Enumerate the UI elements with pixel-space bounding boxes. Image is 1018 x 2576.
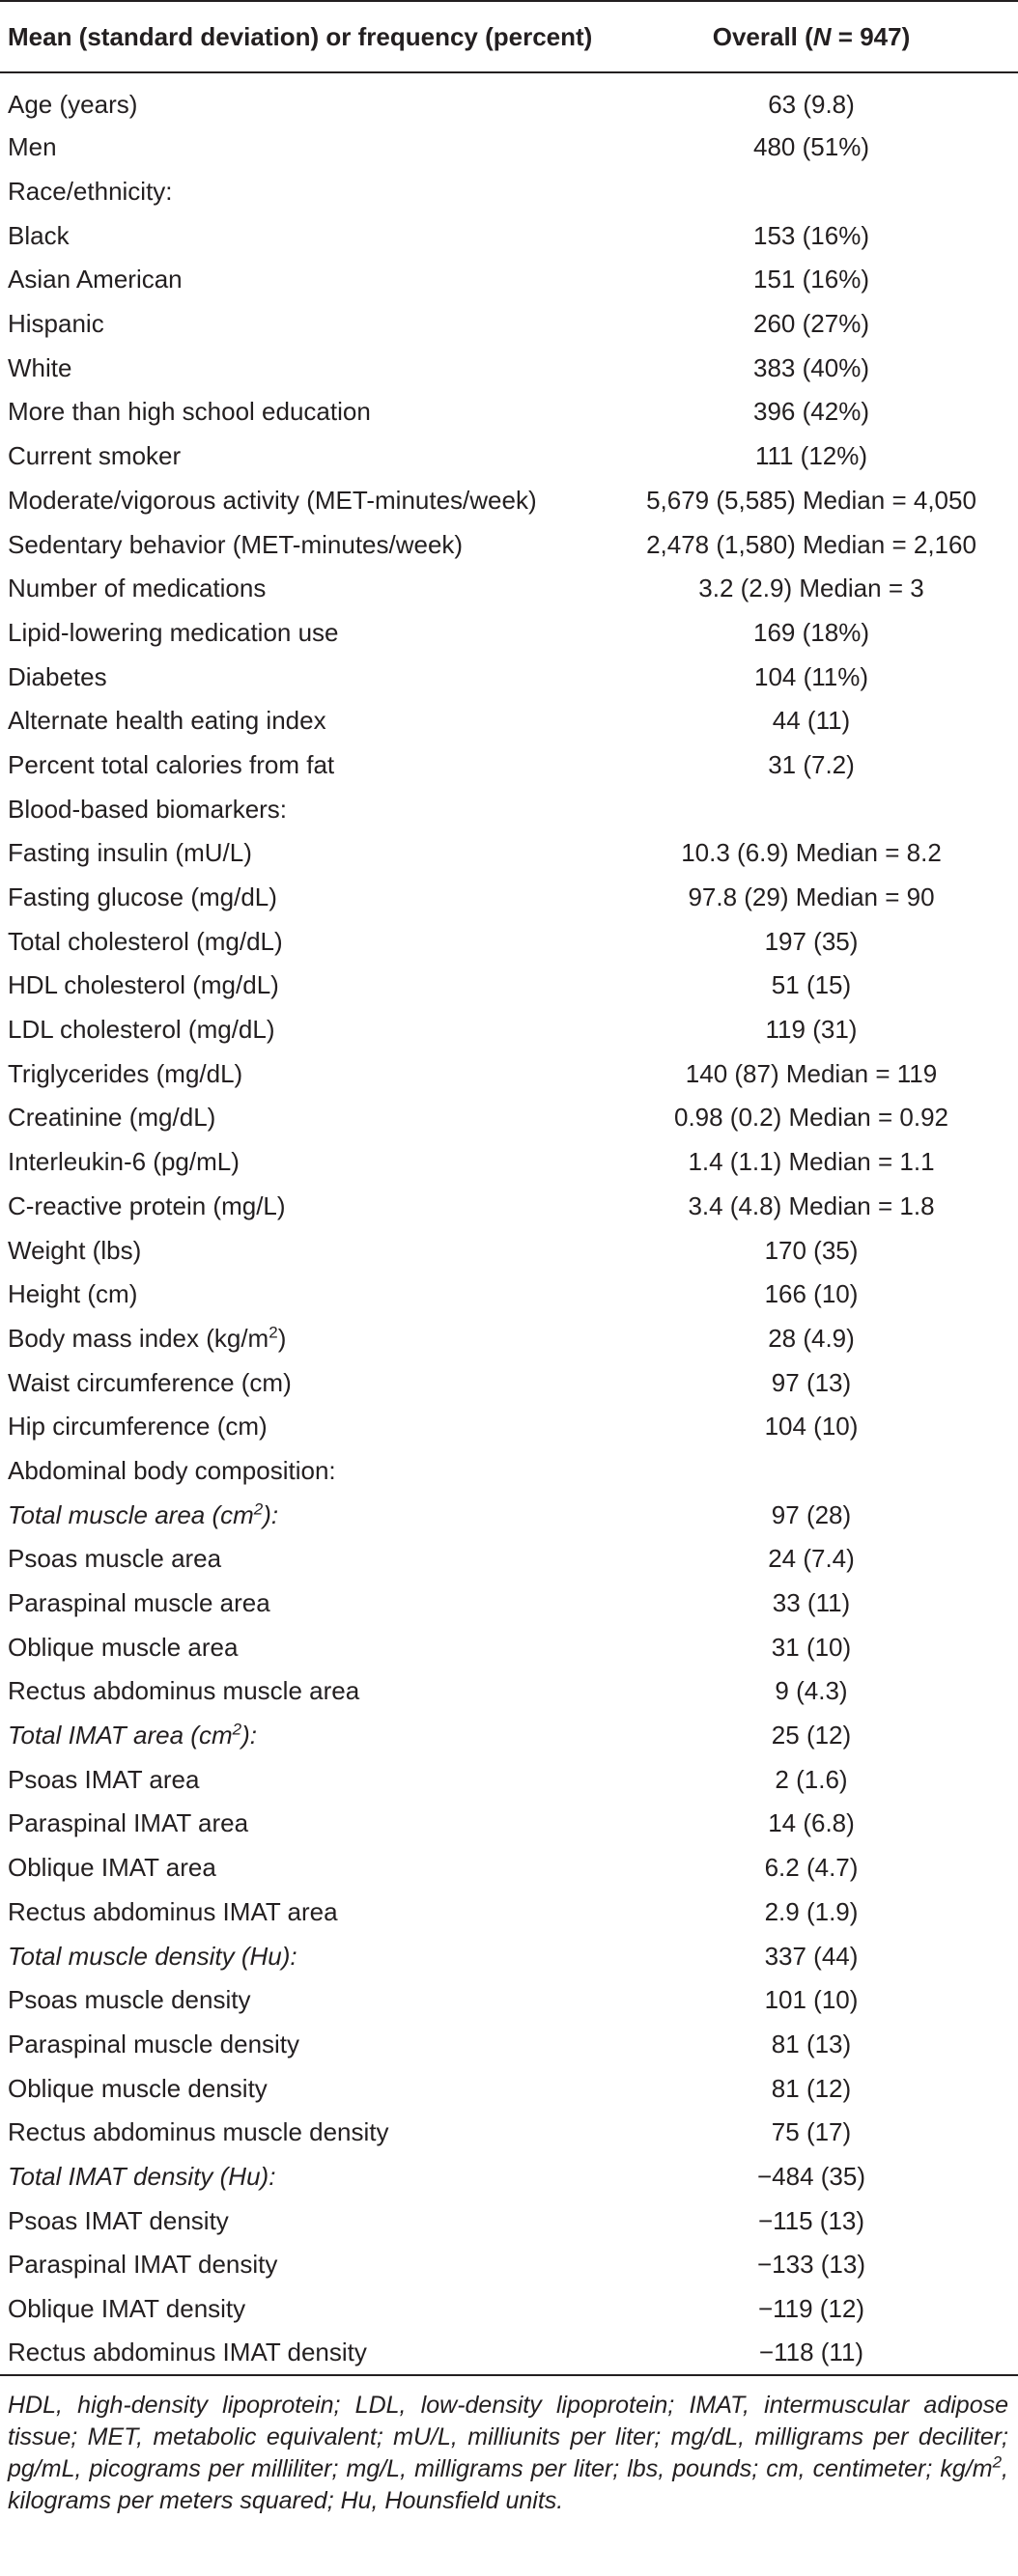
row-value: 337 (44) <box>764 1941 859 1971</box>
row-value: 396 (42%) <box>753 397 869 427</box>
row-label-text: More than high school education <box>8 397 371 427</box>
row-label-text: Psoas muscle density <box>8 1985 251 2015</box>
table-row <box>0 2066 1018 2111</box>
row-label-text: Oblique IMAT area <box>8 1853 216 1883</box>
row-label <box>0 1051 605 1096</box>
table-row <box>0 479 1018 523</box>
row-value: −484 (35) <box>756 2161 866 2191</box>
row-label-text: Interleukin-6 (pg/mL) <box>8 1147 240 1177</box>
row-value: 480 (51%) <box>753 132 869 162</box>
table-row <box>0 126 1018 170</box>
row-value: 140 (87) Median = 119 <box>685 1058 938 1088</box>
row-value: 101 (10) <box>764 1985 859 2015</box>
row-label-text: Paraspinal IMAT density <box>8 2250 278 2280</box>
table-row <box>0 1273 1018 1317</box>
column-header-overall <box>605 1 1018 72</box>
row-value: 166 (10) <box>764 1279 859 1309</box>
table-row <box>0 1625 1018 1669</box>
row-value: −115 (13) <box>757 2205 865 2235</box>
row-label-text: Asian American <box>8 265 183 294</box>
row-value: 119 (31) <box>765 1015 858 1045</box>
table-row <box>0 1185 1018 1229</box>
row-label-text: Oblique muscle density <box>8 2073 268 2103</box>
table-row <box>0 876 1018 920</box>
row-value: 170 (35) <box>764 1235 859 1265</box>
table-row <box>0 1846 1018 1890</box>
row-value: 5,679 (5,585) Median = 4,050 <box>646 485 976 515</box>
row-label-text: Psoas muscle area <box>8 1544 222 1574</box>
table-row <box>0 831 1018 876</box>
row-label-superscript: 2 <box>269 1323 278 1342</box>
row-value: 97.8 (29) Median = 90 <box>688 882 935 912</box>
row-value: 97 (28) <box>771 1499 852 1529</box>
row-label <box>0 434 605 479</box>
row-label-text: Waist circumference (cm) <box>8 1367 292 1397</box>
row-value: 6.2 (4.7) <box>764 1853 859 1883</box>
table-row <box>0 1757 1018 1802</box>
row-label-text: Abdominal body composition: <box>8 1455 336 1485</box>
row-label <box>0 1802 605 1846</box>
table-row <box>0 522 1018 567</box>
column-header-overall-suffix: = 947) <box>831 21 911 51</box>
table-row <box>0 655 1018 699</box>
row-label <box>0 2243 605 2287</box>
table-row <box>0 1140 1018 1185</box>
row-label-text: Fasting insulin (mU/L) <box>8 838 252 868</box>
row-value: 1.4 (1.1) Median = 1.1 <box>688 1147 935 1177</box>
row-label <box>0 567 605 611</box>
row-label-text: Race/ethnicity: <box>8 177 173 207</box>
table-row <box>0 1360 1018 1405</box>
table-row <box>0 1582 1018 1626</box>
row-value: 31 (7.2) <box>768 749 855 779</box>
row-label-text: Total muscle density (Hu): <box>8 1941 297 1971</box>
row-label <box>0 2287 605 2332</box>
row-label-text: Rectus abdominus muscle density <box>8 2117 389 2147</box>
row-label <box>0 1008 605 1052</box>
row-label-superscript: 2 <box>232 1720 242 1739</box>
row-label <box>0 1934 605 1978</box>
table-row <box>0 1669 1018 1714</box>
row-value <box>605 170 1018 214</box>
table-row <box>0 1714 1018 1758</box>
table-row <box>0 1934 1018 1978</box>
table-row <box>0 1449 1018 1494</box>
table-row <box>0 258 1018 302</box>
column-header-variable: Mean (standard deviation) or frequency (percent) <box>8 21 593 51</box>
row-label-text: Age (years) <box>8 89 138 119</box>
row-label-text: C-reactive protein (mg/L) <box>8 1190 286 1220</box>
row-value: 197 (35) <box>764 926 859 956</box>
row-value <box>605 787 1018 831</box>
row-label-text: Psoas IMAT area <box>8 1764 200 1794</box>
row-label <box>0 258 605 302</box>
row-label <box>0 213 605 258</box>
table-row <box>0 434 1018 479</box>
row-label-text: Percent total calories from fat <box>8 749 335 779</box>
row-value: 3.2 (2.9) Median = 3 <box>698 574 924 603</box>
table-row <box>0 2198 1018 2243</box>
row-value: 75 (17) <box>771 2117 852 2147</box>
row-label-end: ): <box>263 1499 279 1529</box>
table-row <box>0 390 1018 434</box>
table-row <box>0 1978 1018 2023</box>
row-label-superscript: 2 <box>253 1499 264 1518</box>
row-label <box>0 2066 605 2111</box>
row-value: 2 (1.6) <box>775 1764 848 1794</box>
row-label <box>0 1537 605 1582</box>
row-label <box>0 1317 605 1361</box>
row-label <box>0 2023 605 2067</box>
row-value: 10.3 (6.9) Median = 8.2 <box>681 838 942 868</box>
row-label-text: Blood-based biomarkers: <box>8 794 288 824</box>
row-value: 44 (11) <box>772 706 851 736</box>
row-label <box>0 479 605 523</box>
row-label-text: Number of medications <box>8 574 267 603</box>
row-label-text: Current smoker <box>8 441 182 471</box>
column-header-overall-prefix: Overall ( <box>712 21 813 51</box>
row-label <box>0 611 605 656</box>
row-label <box>0 743 605 788</box>
row-value: 0.98 (0.2) Median = 0.92 <box>673 1103 949 1133</box>
row-value: 3.4 (4.8) Median = 1.8 <box>688 1190 935 1220</box>
row-label-end: ): <box>241 1721 257 1750</box>
table-row <box>0 2023 1018 2067</box>
row-label-text: Hispanic <box>8 309 104 339</box>
row-label-text: Moderate/vigorous activity (MET-minutes/week) <box>8 485 537 515</box>
table-row <box>0 1537 1018 1582</box>
row-value: 169 (18%) <box>753 617 869 647</box>
row-label <box>0 522 605 567</box>
row-label-text: Weight (lbs) <box>8 1235 142 1265</box>
row-label-text: Paraspinal IMAT area <box>8 1808 249 1838</box>
row-label <box>0 787 605 831</box>
row-label-text: LDL cholesterol (mg/dL) <box>8 1015 275 1045</box>
row-label <box>0 1714 605 1758</box>
table-row <box>0 611 1018 656</box>
row-value <box>605 1449 1018 1494</box>
table-row <box>0 2111 1018 2155</box>
row-label-text: Height (cm) <box>8 1279 138 1309</box>
row-label <box>0 346 605 390</box>
row-value: −133 (13) <box>756 2250 866 2280</box>
row-value: 81 (13) <box>771 2029 852 2058</box>
row-value: 63 (9.8) <box>768 89 855 119</box>
row-label-text: Creatinine (mg/dL) <box>8 1103 216 1133</box>
footnote-text-end: , kilograms per meters squared; Hu, Hounsfield units. <box>8 2455 1008 2515</box>
table-row <box>0 302 1018 347</box>
table-row <box>0 964 1018 1008</box>
footnote-superscript: 2 <box>992 2452 1003 2472</box>
table-row <box>0 170 1018 214</box>
row-label <box>0 390 605 434</box>
row-label <box>0 126 605 170</box>
row-value: 51 (15) <box>771 970 852 1000</box>
row-label <box>0 1360 605 1405</box>
row-label-text: Rectus abdominus IMAT area <box>8 1896 338 1926</box>
row-value: 153 (16%) <box>753 220 869 250</box>
row-value: 2,478 (1,580) Median = 2,160 <box>646 529 976 559</box>
row-label-text: HDL cholesterol (mg/dL) <box>8 970 279 1000</box>
row-label <box>0 655 605 699</box>
row-value: 97 (13) <box>771 1367 852 1397</box>
row-value: 14 (6.8) <box>768 1808 855 1838</box>
row-label <box>0 1890 605 1935</box>
table-row <box>0 2331 1018 2375</box>
row-value: 31 (10) <box>771 1632 852 1662</box>
row-value: 104 (10) <box>764 1412 859 1442</box>
row-label-text: Black <box>8 220 70 250</box>
row-label-text: Triglycerides (mg/dL) <box>8 1058 243 1088</box>
row-value: 104 (11%) <box>753 661 869 691</box>
row-label-text: Paraspinal muscle area <box>8 1588 270 1618</box>
row-label-text: Alternate health eating index <box>8 706 326 736</box>
row-value: 25 (12) <box>771 1721 852 1750</box>
table-row <box>0 1890 1018 1935</box>
table-row <box>0 699 1018 743</box>
table-body <box>0 72 1018 2375</box>
table-row <box>0 1228 1018 1273</box>
row-label <box>0 964 605 1008</box>
row-value: 9 (4.3) <box>775 1676 848 1706</box>
column-header-overall-n: N <box>812 21 832 51</box>
row-value: 2.9 (1.9) <box>764 1896 859 1926</box>
row-label-text: Paraspinal muscle density <box>8 2029 300 2058</box>
table-footnote <box>0 2376 1018 2517</box>
row-label <box>0 1669 605 1714</box>
row-label <box>0 1140 605 1185</box>
row-value: 260 (27%) <box>753 309 869 339</box>
table-row <box>0 743 1018 788</box>
row-label <box>0 2331 605 2375</box>
row-label <box>0 1493 605 1537</box>
row-label <box>0 2155 605 2199</box>
table-row <box>0 213 1018 258</box>
row-label <box>0 1228 605 1273</box>
row-label <box>0 1846 605 1890</box>
row-value: −119 (12) <box>757 2294 865 2324</box>
table-row <box>0 1008 1018 1052</box>
row-label <box>0 1096 605 1140</box>
row-label <box>0 302 605 347</box>
row-label <box>0 1405 605 1449</box>
row-value: 383 (40%) <box>753 352 869 382</box>
row-label-text: Lipid-lowering medication use <box>8 617 339 647</box>
row-label <box>0 2111 605 2155</box>
footnote-text-start: HDL, high-density lipoprotein; LDL, low-density lipoprotein; IMAT, intermuscular adipose tissue; MET, metabolic equivalent; mU/L, milliunits per liter; mg/dL, milligrams per deciliter; pg/mL, picograms per milliliter; mg/L, milligrams per liter; lbs, pounds; cm, centimeter; kg/m <box>8 2392 1008 2483</box>
row-label <box>0 170 605 214</box>
row-label-text: Hip circumference (cm) <box>8 1412 268 1442</box>
row-label-text: Body mass index (kg/m <box>8 1323 269 1353</box>
table-row <box>0 1317 1018 1361</box>
row-value: −118 (11) <box>605 2331 1018 2375</box>
row-label-text: Sedentary behavior (MET-minutes/week) <box>8 529 464 559</box>
table-row <box>0 2287 1018 2332</box>
table-row <box>0 1096 1018 1140</box>
row-label-text: Total IMAT area (cm <box>8 1721 233 1750</box>
row-label-text: Total cholesterol (mg/dL) <box>8 926 283 956</box>
row-value: 151 (16%) <box>753 265 869 294</box>
row-label <box>0 1582 605 1626</box>
row-label-text: Fasting glucose (mg/dL) <box>8 882 277 912</box>
row-label-text: Oblique muscle area <box>8 1632 239 1662</box>
table-row <box>0 2243 1018 2287</box>
row-value: 28 (4.9) <box>768 1323 855 1353</box>
row-label <box>0 1757 605 1802</box>
row-label-end: ) <box>277 1323 287 1353</box>
table-row <box>0 787 1018 831</box>
row-label-text: Diabetes <box>8 661 107 691</box>
table-row <box>0 567 1018 611</box>
row-label-text: Total IMAT density (Hu): <box>8 2161 276 2191</box>
row-label <box>0 72 605 126</box>
row-label-text: Men <box>8 132 57 162</box>
row-label-text: White <box>8 352 72 382</box>
row-label <box>0 1978 605 2023</box>
row-label <box>0 876 605 920</box>
row-label-text: Psoas IMAT density <box>8 2205 229 2235</box>
table-row <box>0 1493 1018 1537</box>
table-row <box>0 1405 1018 1449</box>
table-row <box>0 346 1018 390</box>
row-label <box>0 919 605 964</box>
table-row <box>0 1051 1018 1096</box>
row-label <box>0 1449 605 1494</box>
row-label <box>0 1273 605 1317</box>
table-row <box>0 919 1018 964</box>
row-label-text: Total muscle area (cm <box>8 1499 254 1529</box>
row-label-text: Rectus abdominus muscle area <box>8 1676 360 1706</box>
row-label <box>0 1625 605 1669</box>
row-value: 24 (7.4) <box>768 1544 855 1574</box>
row-value: 33 (11) <box>772 1588 851 1618</box>
row-label <box>0 831 605 876</box>
row-label-text: Oblique IMAT density <box>8 2294 246 2324</box>
table-row <box>0 72 1018 126</box>
row-label <box>0 699 605 743</box>
row-label <box>0 1185 605 1229</box>
table-header-row <box>0 1 1018 72</box>
row-label-text: Rectus abdominus IMAT density <box>8 2338 367 2367</box>
row-label <box>0 2198 605 2243</box>
table-row <box>0 1802 1018 1846</box>
row-value: 111 (12%) <box>754 441 868 471</box>
row-value: 81 (12) <box>771 2073 852 2103</box>
table-row <box>0 2155 1018 2199</box>
